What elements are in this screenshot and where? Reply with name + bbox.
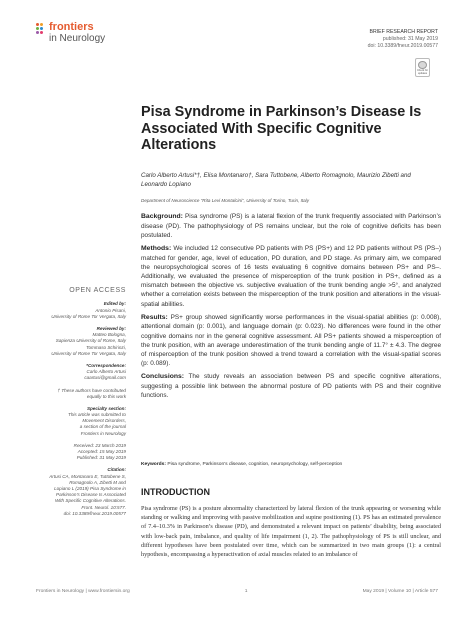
- correspondence-block: [16, 363, 126, 382]
- abstract-background: [141, 212, 441, 240]
- sidebar-line: University of Rome Tor Vergata, Italy: [51, 313, 126, 319]
- sidebar-line: Carlo Alberto Artusi: [86, 369, 126, 375]
- open-access-label: OPEN ACCESS: [69, 287, 126, 294]
- sidebar-line: † These authors have contributed: [57, 387, 126, 393]
- journal-name: frontiers: [49, 21, 94, 33]
- abstract-text: We included 12 consecutive PD patients with PS (PS+) and 12 PD patients without PS (PS–) matched for gender, age, level of education, PD duration, and PD stage. As primary aim, we compared the neuropsychological scores of 16 tests evaluating 6 cognitive domains between PS+ and PS–. Additionally, we evaluated the presence of misperception of the trunk position in PS+, defined as a mismatch between the objective vs. subjective evaluation of the trunk bending angle >5°, and analyzed whether a correlation exists between the misperception of the trunk position and alterations in the visual-spatial abilities.: [141, 245, 441, 308]
- citation-block: [16, 467, 126, 517]
- email-link[interactable]: caartusi@gmail.com: [84, 375, 126, 381]
- sidebar-heading: Specialty section:: [86, 405, 126, 411]
- frontiers-logo-icon: [36, 23, 46, 37]
- sidebar-line: Accepted: 15 May 2019: [77, 449, 126, 454]
- sidebar-heading: Citation:: [107, 467, 126, 473]
- doi-link[interactable]: doi: 10.3389/fneur.2019.00577: [367, 43, 438, 50]
- sidebar-line: Movement Disorders,: [82, 418, 126, 424]
- page-footer: [36, 589, 438, 594]
- sidebar-heading: *Correspondence:: [86, 362, 126, 368]
- section-heading: INTRODUCTION: [141, 487, 210, 497]
- sidebar-line: Artusi CA, Montanaro E, Tuttobene S,: [49, 473, 126, 479]
- specialty-section-block: [16, 406, 126, 437]
- abstract-label: Methods:: [141, 245, 172, 253]
- sidebar-line: equally to this work: [86, 393, 126, 399]
- sidebar-line: doi: 10.3389/fneur.2019.00577: [63, 510, 126, 516]
- abstract-text: The study reveals an association between PS and specific cognitive alterations, suggesting a possible link between the abnormal posture of PD patients with PS and their cognitive functions.: [141, 373, 441, 400]
- article-sidebar: [16, 286, 126, 523]
- introduction-text: Pisa syndrome (PS) is a posture abnormality characterized by lateral flexion of the trunk appearing or worsening while standing or walking and improving with passive mobilization and supine positioning (1). PS has an estimated prevalence of 7.4–10.3% in Parkinson’s disease (PD), and demonstrated a relevant impact on patients’ disability, being associated with low-back pain, imbalance, and quality of life impairment (1, 2). The pathophysiology of PS is still unclear, and different hypotheses have been postulated over time, which can be summarized in two main groups (1): a central hypothesis, encompassing a hyperactivation of axial muscles related to an imbalance of: [141, 505, 441, 558]
- journal-subtitle: in Neurology: [49, 32, 106, 44]
- abstract-label: Results:: [141, 313, 168, 321]
- sidebar-line: Published: 31 May 2019: [76, 455, 126, 461]
- abstract-label: Background:: [141, 213, 183, 220]
- article-title: Pisa Syndrome in Parkinson’s Disease Is Associated With Specific Cognitive Alterations: [141, 104, 422, 154]
- keywords-label: Keywords:: [141, 462, 167, 467]
- abstract-text: PS+ group showed significantly worse performances in the visual-spatial abilities (p: 0.008), attentional domain (p: 0.001), and language domain (p: 0.023). No differences were found in the other cognitive domains nor in the general cognitive assessment. All PS+ patients showed a misperception of the trunk position, with an average underestimation of the trunk bending angle of 11.7° ± 4.3. The degree of misperception of the trunk position showed a trend toward a correlation with the visual-spatial scores (p: 0.089).: [141, 313, 441, 368]
- keywords: [141, 462, 441, 467]
- sidebar-line: Romagnolo A, Zibetti M and: [69, 479, 126, 485]
- dates-block: [16, 443, 126, 462]
- sidebar-line: With Specific Cognitive Alterations.: [54, 498, 126, 504]
- sidebar-line: Tommaso Schirinzi,: [86, 344, 126, 350]
- equal-contribution-note: [16, 388, 126, 400]
- affiliation: Department of Neuroscience “Rita Levi Montalcini”, University of Torino, Turin, Italy: [141, 198, 309, 203]
- sidebar-heading: Edited by:: [103, 301, 126, 307]
- abstract-results: [141, 313, 441, 369]
- sidebar-line: Received: 23 March 2019: [73, 442, 126, 448]
- check-for-updates-badge[interactable]: [415, 58, 430, 77]
- sidebar-line: Lopiano L (2019) Pisa Syndrome in: [54, 485, 126, 491]
- page-number: 1: [244, 589, 248, 594]
- abstract-text: Pisa syndrome (PS) is a lateral flexion of the trunk frequently associated with Parkinson’s disease (PD). The pathophysiology of PS remains unclear, but the role of cognitive deficits has been postulated.: [141, 213, 441, 239]
- article-type: BRIEF RESEARCH REPORT: [369, 29, 438, 35]
- sidebar-line: University of Rome Tor Vergata, Italy: [51, 350, 126, 356]
- footer-volume: May 2019 | Volume 10 | Article 577: [362, 589, 438, 594]
- journal-logo: [36, 22, 105, 44]
- footer-journal-link[interactable]: Frontiers in Neurology | www.frontiersin.org: [36, 589, 130, 594]
- author-list: Carlo Alberto Artusi*†, Elisa Montanaro†, Sara Tuttobene, Alberto Romagnolo, Maurizio Zibetti and Leonardo Lopiano: [141, 172, 411, 188]
- sidebar-line: Sapienza University of Rome, Italy: [55, 338, 126, 344]
- check-updates-label: Check for updates: [416, 69, 429, 76]
- sidebar-heading: Reviewed by:: [96, 326, 126, 331]
- sidebar-line: a section of the journal: [79, 424, 126, 430]
- published-date: published: 31 May 2019: [382, 36, 438, 43]
- abstract: [141, 212, 441, 404]
- sidebar-line: Frontiers in Neurology: [80, 430, 126, 436]
- article-meta: [368, 29, 438, 50]
- keywords-text: Pisa syndrome, Parkinson’s disease, cognition, neuropsychology, self-perception: [167, 462, 343, 467]
- abstract-methods: [141, 244, 441, 309]
- reviewed-by-block: [16, 326, 126, 357]
- sidebar-line: Antonio Pisani,: [95, 307, 126, 313]
- edited-by-block: [16, 301, 126, 320]
- sidebar-line: Matteo Bologna,: [92, 332, 126, 338]
- sidebar-line: This article was submitted to: [68, 412, 126, 418]
- abstract-conclusions: [141, 372, 441, 400]
- sidebar-line: Parkinson’s Disease Is Associated: [56, 492, 126, 498]
- abstract-label: Conclusions:: [141, 373, 185, 381]
- sidebar-line: Front. Neurol. 10:577.: [81, 504, 126, 510]
